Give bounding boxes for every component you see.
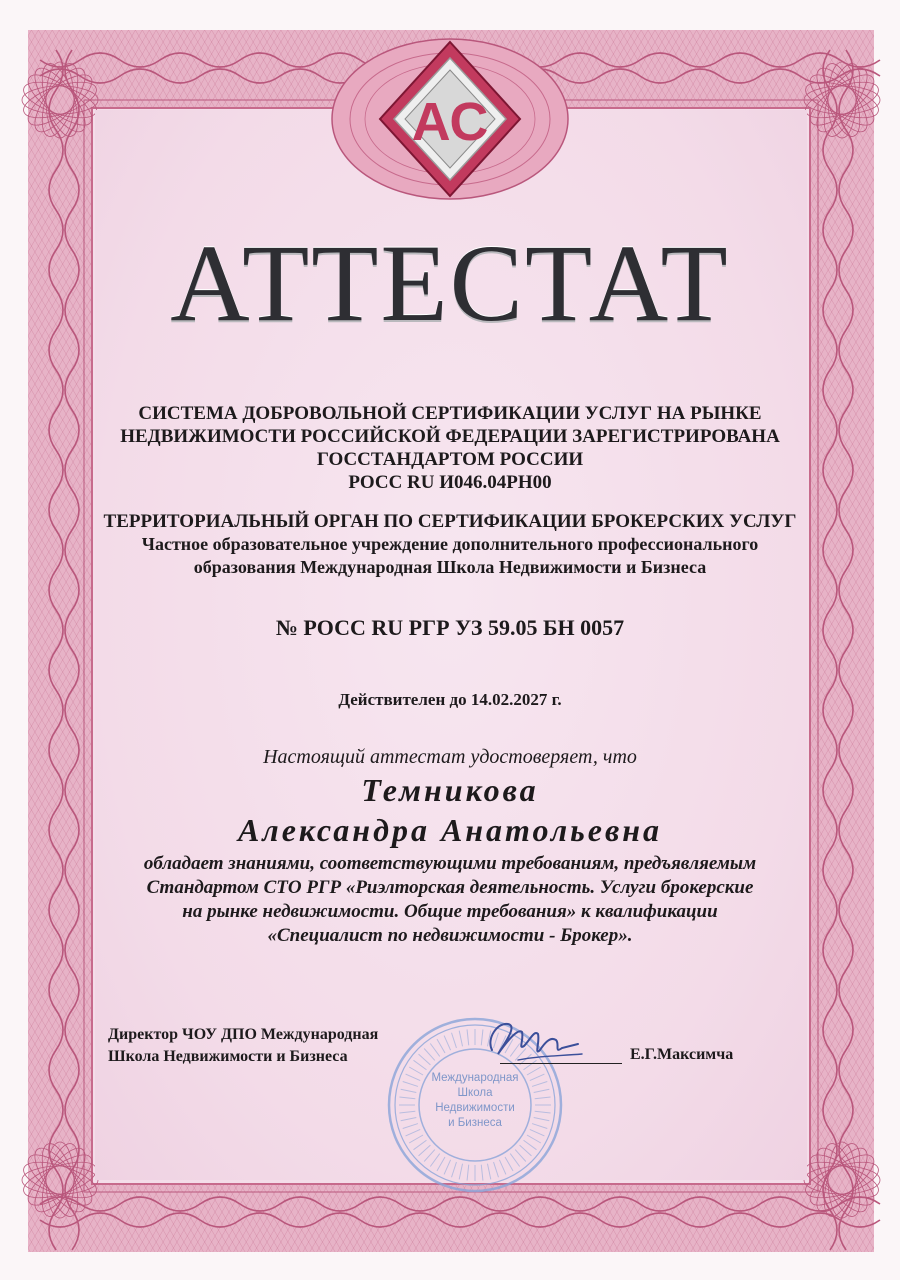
system-line-3: ГОССТАНДАРТОМ РОССИИ (316, 449, 584, 470)
stamp-line-1: Международная (431, 1072, 519, 1084)
system-registration-code: РОСС RU И046.04РН00 (348, 472, 552, 493)
statement-line-3: на рынке недвижимости. Общие требования» к квалификации (182, 901, 718, 922)
ac-logo-emblem (330, 34, 570, 204)
signer-name: Е.Г.Максимча (630, 1046, 734, 1063)
document-title: АТТЕСТАТ (170, 222, 730, 344)
territorial-heading: ТЕРРИТОРИАЛЬНЫЙ ОРГАН ПО СЕРТИФИКАЦИИ БРОКЕРСКИХ УСЛУГ (103, 511, 797, 532)
holder-surname: Темникова (361, 772, 539, 808)
certification-system-block (0, 402, 900, 494)
certificate-number: № РОСС RU РГР УЗ 59.05 БН 0057 (275, 615, 625, 640)
system-line-2: НЕДВИЖИМОСТИ РОССИЙСКОЙ ФЕДЕРАЦИИ ЗАРЕГИСТРИРОВАНА (120, 426, 780, 447)
director-block (108, 1024, 378, 1068)
statement-line-1: обладает знаниями, соответствующими требованиям, предъявляемым (143, 853, 757, 874)
qualification-statement (0, 852, 900, 948)
stamp-line-3: Недвижимости (435, 1102, 515, 1114)
holder-given-names: Александра Анатольевна (237, 812, 663, 848)
signature-line (500, 1063, 622, 1064)
stamp-line-2: Школа (457, 1087, 493, 1099)
statement-line-4: «Специалист по недвижимости - Брокер». (267, 925, 633, 946)
director-signature (478, 1010, 588, 1075)
statement-line-2: Стандартом СТО РГР «Риэлторская деятельность. Услуги брокерские (146, 877, 754, 898)
territorial-line-3: образования Международная Школа Недвижимости и Бизнеса (193, 557, 707, 577)
system-line-1: СИСТЕМА ДОБРОВОЛЬНОЙ СЕРТИФИКАЦИИ УСЛУГ НА РЫНКЕ (138, 403, 762, 424)
logo-text: АС (411, 92, 489, 152)
certification-intro: Настоящий аттестат удостоверяет, что (263, 746, 637, 768)
territorial-line-2: Частное образовательное учреждение дополнительного профессионального (141, 534, 759, 554)
valid-until: Действителен до 14.02.2027 г. (338, 690, 562, 709)
territorial-body-block (0, 510, 900, 579)
director-line-2: Школа Недвижимости и Бизнеса (108, 1048, 348, 1065)
director-line-1: Директор ЧОУ ДПО Международная (108, 1026, 379, 1043)
stamp-line-4: и Бизнеса (448, 1117, 502, 1129)
